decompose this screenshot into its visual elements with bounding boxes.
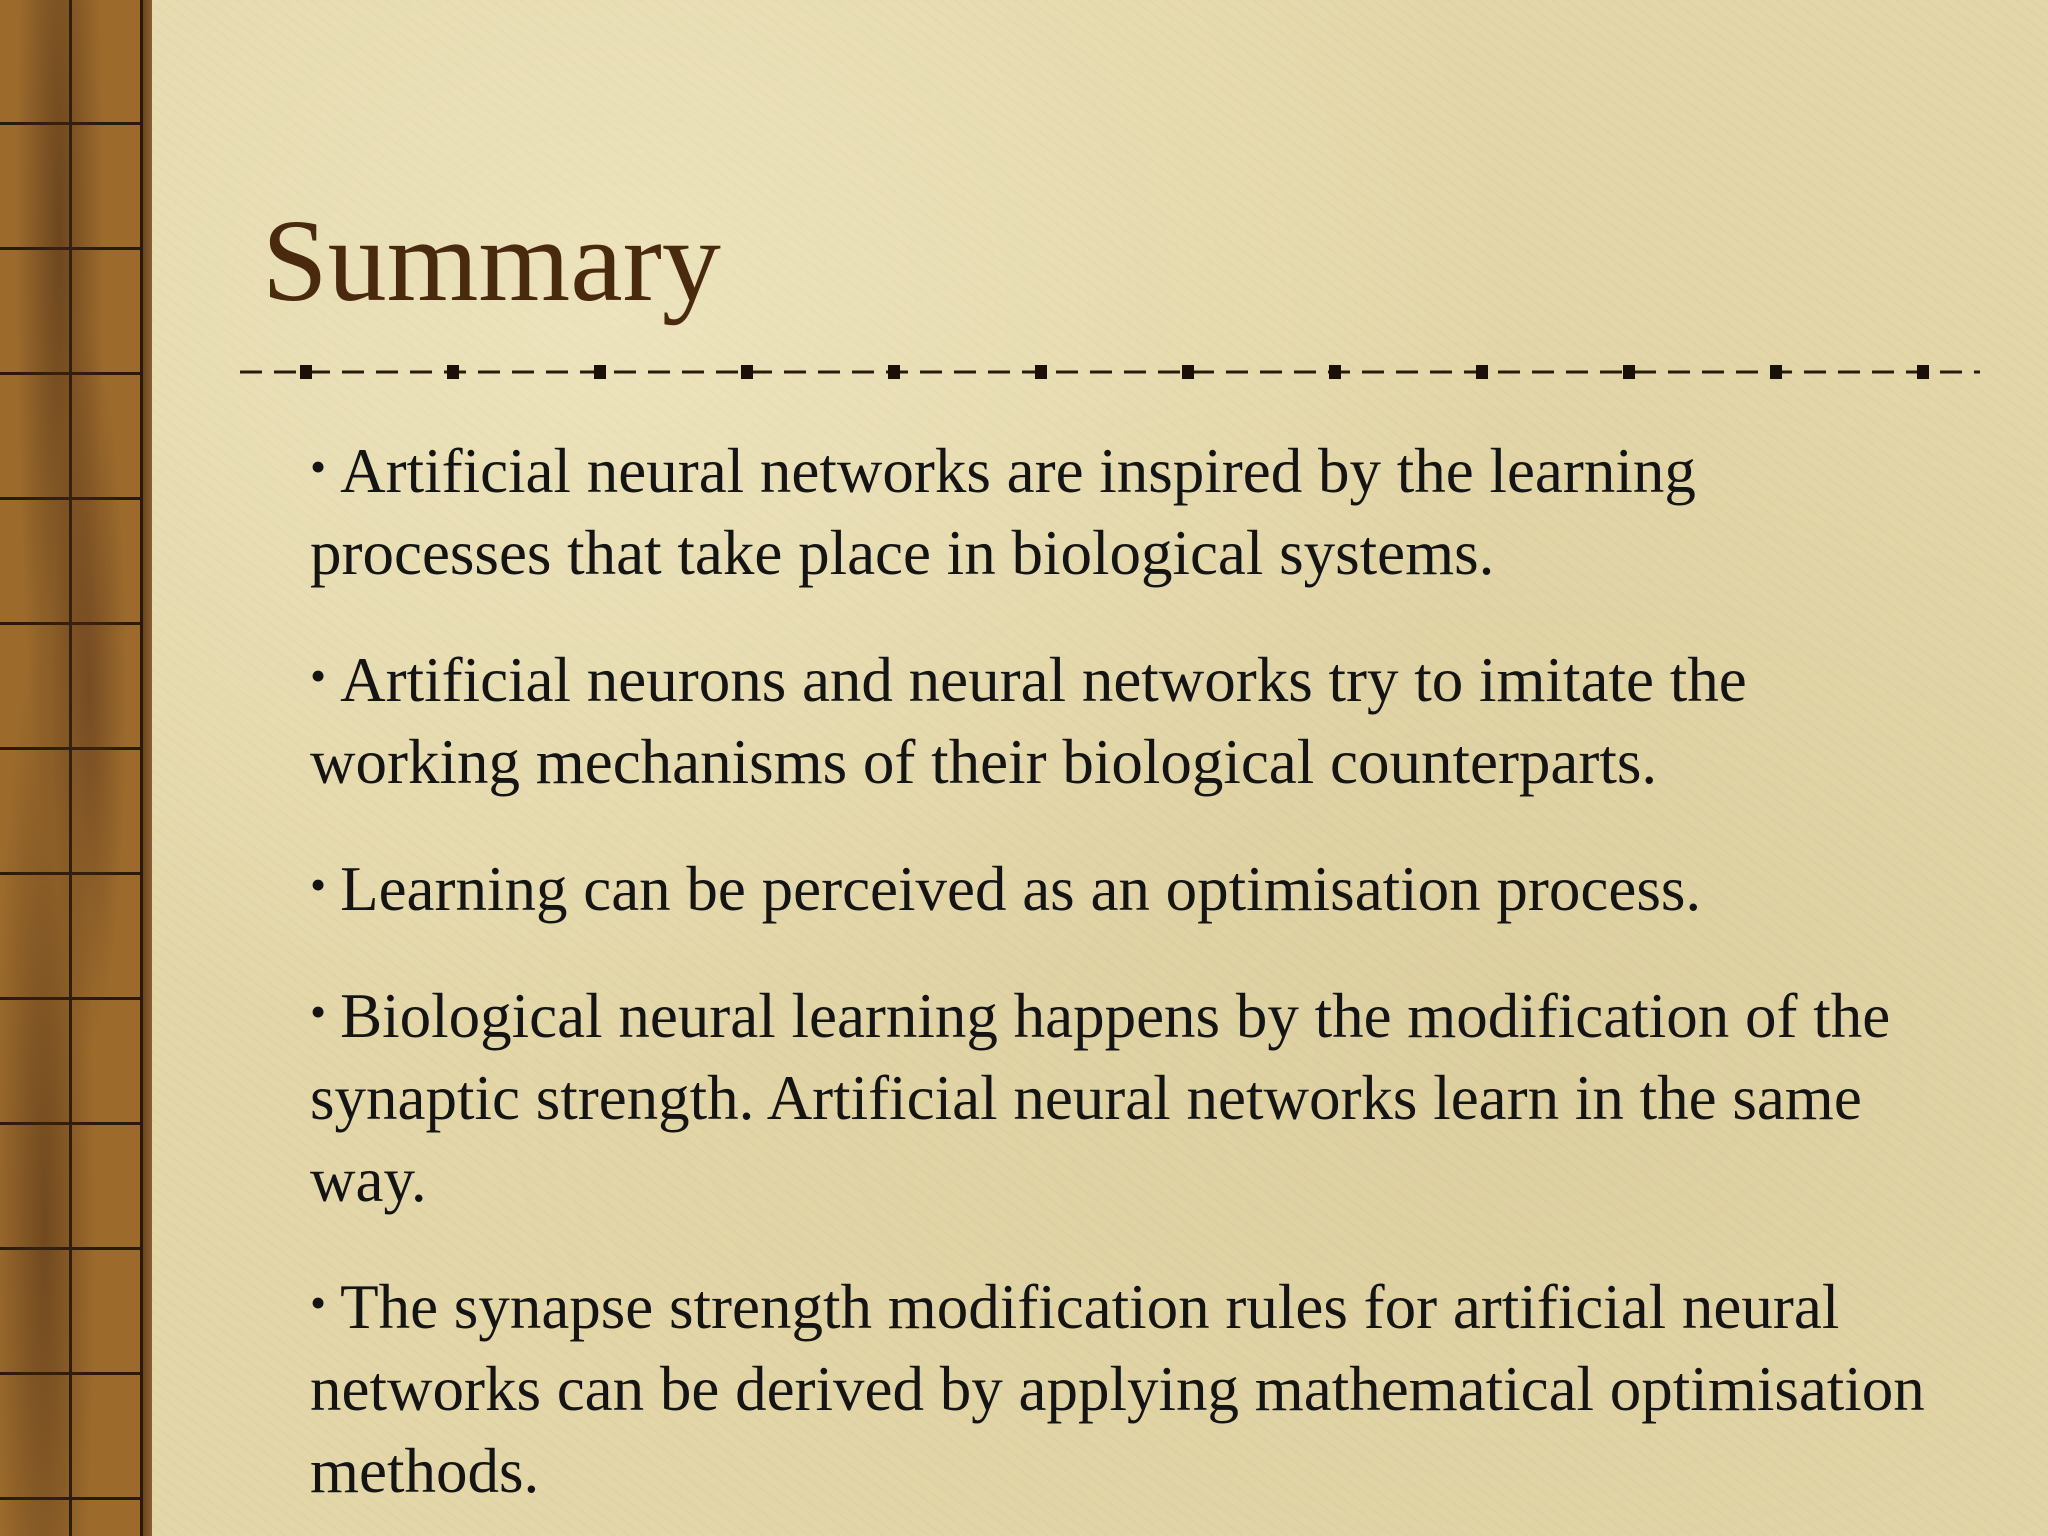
- bullet-item-1: [310, 426, 1950, 594]
- bullet-item-2: [310, 635, 1950, 803]
- bullet-item-4: [310, 971, 1950, 1221]
- bullet-text-2: Artificial neurons and neural networks try to imitate the working mechanisms of their biological counterparts.: [310, 645, 1747, 797]
- bullet-text-5: The synapse strength modification rules for artificial neural networks can be derived by applying mathematical optimisation methods.: [310, 1272, 1925, 1506]
- bullet-point-icon: •: [310, 859, 327, 910]
- bullet-point-icon: •: [310, 1277, 327, 1328]
- slide-title: Summary: [262, 195, 721, 326]
- bullet-point-icon: •: [310, 986, 327, 1037]
- bullet-item-5: [310, 1262, 1950, 1512]
- bullet-list: [310, 426, 1950, 1536]
- bullet-text-3: Learning can be perceived as an optimisation process.: [340, 854, 1702, 924]
- bullet-point-icon: •: [310, 650, 327, 701]
- decorative-border-edge: [143, 0, 152, 1536]
- bullet-text-1: Artificial neural networks are inspired by the learning processes that take place in biological systems.: [310, 436, 1696, 588]
- bullet-text-4: Biological neural learning happens by the modification of the synaptic strength. Artificial neural networks learn in the same way.: [310, 981, 1891, 1215]
- bullet-point-icon: •: [310, 441, 327, 492]
- title-divider: [240, 352, 1980, 392]
- bullet-item-3: [310, 844, 1950, 930]
- decorative-left-border: [0, 0, 152, 1536]
